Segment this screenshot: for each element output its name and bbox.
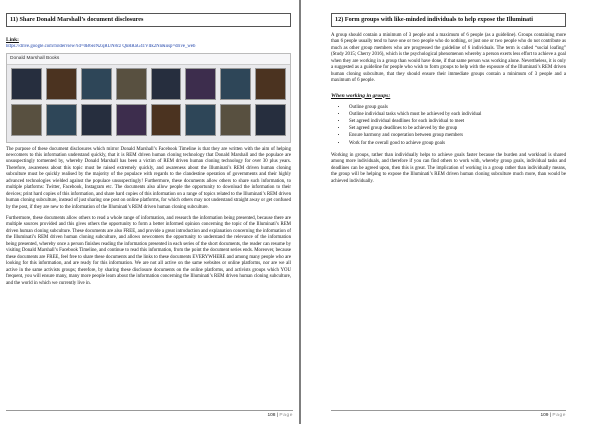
page-footer-right: 109 | Page bbox=[331, 410, 566, 418]
page-number: 108 bbox=[267, 413, 276, 418]
book-cover-thumbnail bbox=[81, 68, 112, 100]
book-cover-thumbnail bbox=[151, 68, 182, 100]
list-item: • Set agreed individual deadlines for each individual to meet bbox=[347, 118, 566, 125]
drive-folder-screenshot bbox=[6, 53, 291, 143]
book-cover-thumbnail bbox=[255, 68, 286, 100]
book-cover-thumbnail bbox=[81, 104, 112, 136]
section-heading-11: 11) Share Donald Marshall’s document disclosures bbox=[6, 13, 291, 27]
list-item: • Work for the overall good to achieve group goals bbox=[347, 140, 566, 147]
page-number: 109 bbox=[540, 413, 549, 418]
thumbnail-row-2 bbox=[11, 104, 286, 136]
book-cover-thumbnail bbox=[116, 104, 147, 136]
book-cover-thumbnail bbox=[11, 68, 42, 100]
book-cover-thumbnail bbox=[185, 104, 216, 136]
list-item: • Outline individual tasks which must be achieved by each individual bbox=[347, 111, 566, 118]
section-heading-12: 12) Form groups with like-minded individuals to help expose the Illuminati bbox=[331, 13, 566, 27]
thumbnail-row-1 bbox=[11, 68, 286, 100]
list-item: • Ensure harmony and cooperation between group members bbox=[347, 132, 566, 139]
list-item: • Set agreed group deadlines to be achieved by the group bbox=[347, 125, 566, 132]
drive-link[interactable]: https://drive.google.com/folderview?id=0B6eJNZqRUN8cz QnRRaG41VlIk2Nn&usp=drive_web bbox=[6, 43, 196, 49]
left-page-content bbox=[6, 13, 291, 410]
book-cover-thumbnail bbox=[220, 104, 251, 136]
page-footer-left: 108 | Page bbox=[6, 410, 293, 418]
book-cover-thumbnail bbox=[255, 104, 286, 136]
book-cover-thumbnail bbox=[151, 104, 182, 136]
group-guidelines-list bbox=[331, 104, 566, 147]
left-paragraph-1: The purpose of these document disclosures which mirror Donald Marshall’s Facebook Timeline is that they are written with the aim of helping newcomers to this information understand quickly, that it is REM driven human cloning technology that Donald Marshall and the populace are unsuspectingly tormented by, whereby Donald Marshall has been a victim of REM driven human cloning technology for over 30 plus years. Therefore, awareness about this topic must be raised extremely quickly, and awareness about the Illuminati’s REM driven human cloning subculture must be quickly realised by the majority of the populace with regards to the clandestine operation of governments and their highly advanced technologies wielded against the populace unsuspectingly! Furthermore, these documents allow others to share such information, to multiple platforms: Twitter, Facebook, Instagram etc. The documents also allow people the opportunity to download the information to their devices; print hard copies of this information, and share hard copies of this information on a range of topics related to the Illuminati’s REM driven human cloning subculture, instead of just sharing one post on online platforms, for which others may not understand straight away or get confused by the post, if they are new to the information of the Illuminati’s REM driven human cloning subculture. bbox=[6, 146, 291, 210]
list-item: • Outline group goals bbox=[347, 104, 566, 111]
link-label: Link: bbox=[6, 37, 19, 43]
page-word: Page bbox=[279, 413, 293, 418]
left-paragraph-2: Furthermore, these documents allow others to read a whole range of information, and research the information being presented, because there are multiple sources provided and this gives others the opportunity to form a better informed opinion concerning the topic of the Illuminati’s REM driven human cloning subculture. These documents are also FREE, and provide a great introduction and explanation concerning the information of the Illuminati’s REM driven human cloning subculture, and allows newcomers the opportunity to understand the relevance of the information being presented, whereby once a person finishes reading the information presented in each series of the short documents, the reader can resume by visiting Donald Marshall’s Facebook Timeline, and continue to read this information, from the point the document series ends. Moreover, because these documents are FREE, feel free to share these documents and the links to these documents EVERYWHERE and among many people who are looking for this information, and are ready for this information. We are not all active on the same websites or online platforms, nor are we all active in the same activists groups; therefore, by sharing these disclosure documents on the online platforms, and activists groups which YOU frequent, you will ensure many, many more people learn about the information concerning the Illuminati’s REM driven human cloning subculture, and the world in which we currently live in. bbox=[6, 216, 291, 286]
right-paragraph-2: Working in groups, rather than individually helps to achieve goals faster because the burden and workload is shared among more individuals, and therefore if you can find others to work with, whereby group goals, individual tasks and deadlines can be agreed upon, then this is great. The implication of working in a group rather than individually means, the group will be helping to expose the Illuminati’s REM driven human cloning subculture much more, than would be achieved individually. bbox=[331, 152, 566, 184]
right-page-content bbox=[331, 13, 566, 410]
book-cover-thumbnail bbox=[11, 104, 42, 136]
book-cover-thumbnail bbox=[46, 104, 77, 136]
page-word: Page bbox=[552, 413, 566, 418]
working-in-groups-subheading: When working in groups: bbox=[331, 92, 391, 99]
book-cover-thumbnail bbox=[220, 68, 251, 100]
book-cover-thumbnail bbox=[116, 68, 147, 100]
left-page bbox=[0, 0, 299, 424]
book-cover-thumbnail bbox=[185, 68, 216, 100]
right-paragraph-1: A group should contain a minimum of 3 people and a maximum of 6 people (as a guideline). Groups containing more than 6 people usually tend to have one or two people who do nothing, or just one or two people who do not contribute as much as other group members who are progressed the guideline of 6 individuals. The term is called “social loafing” (Study 2015; Cherry 2016), which is the psychological phenomenon whereby a person exerts less effort to achieve a goal when they are working in a group than would have done, if that same person was working alone. Nevertheless, it is only a suggested as a guideline for people who wish to form groups to help with the exposure of the Illuminati’s REM driven human cloning subculture, that they should ensure their immediate groups contain a minimum of 3 people and a maximum of 6 people. bbox=[331, 33, 566, 84]
book-cover-thumbnail bbox=[46, 68, 77, 100]
screenshot-header: Donald Marshall Books bbox=[7, 54, 290, 65]
right-page bbox=[301, 0, 600, 424]
